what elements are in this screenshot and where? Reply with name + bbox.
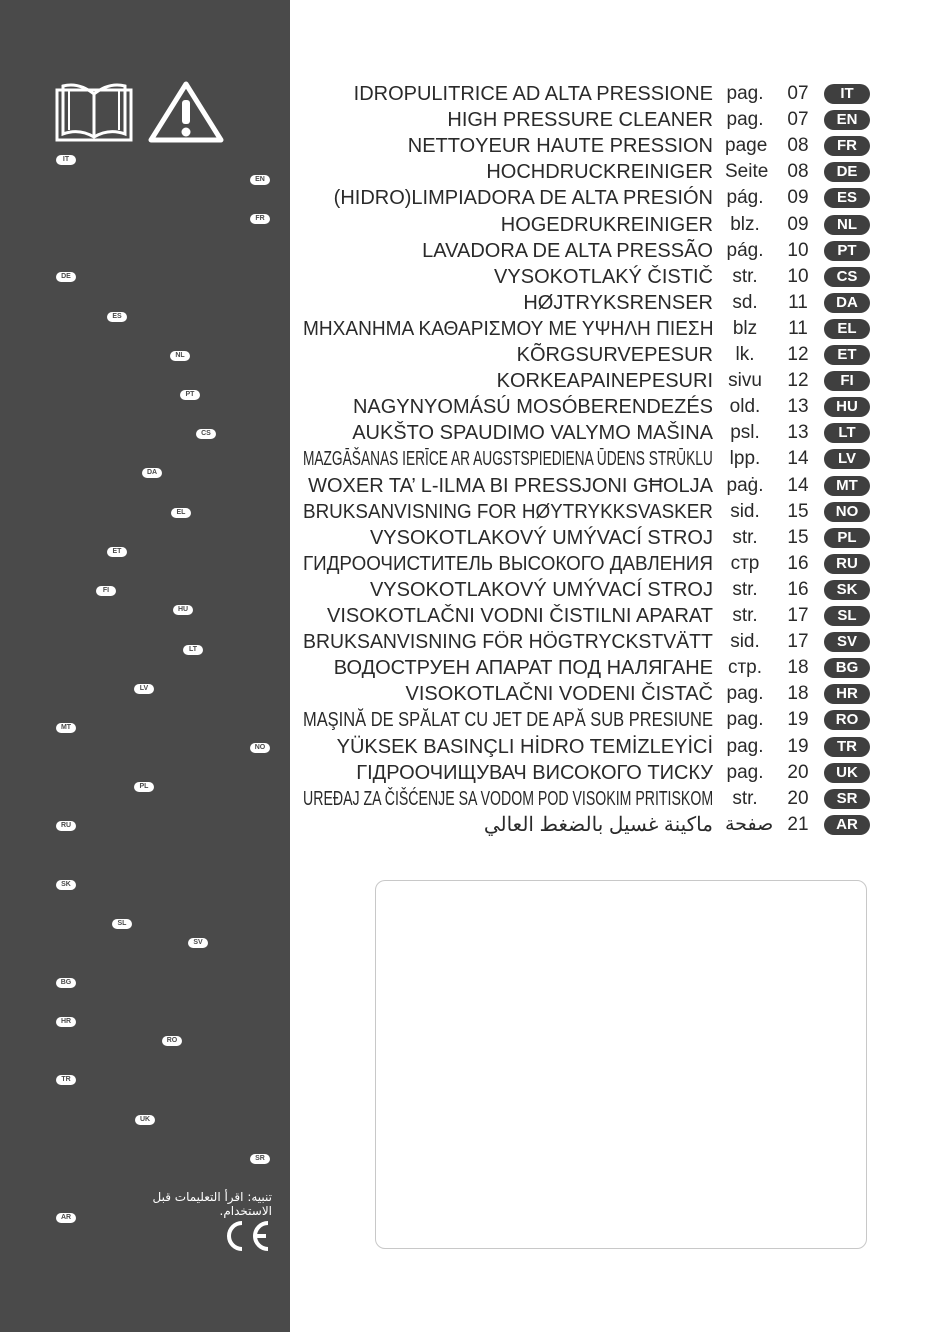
index-title: HØJTRYKSRENSER <box>523 291 713 314</box>
index-title: HIGH PRESSURE CLEANER <box>447 109 713 132</box>
index-page-label: pag. <box>726 761 764 783</box>
index-page-label: стр <box>730 552 760 574</box>
sidebar-badge-ar: AR <box>56 1213 76 1223</box>
book-icon <box>55 82 133 142</box>
sidebar-badge-mt: MT <box>56 723 76 733</box>
index-page-number: 09 <box>787 187 809 209</box>
index-title: ВОДОСТРУЕН АПАРАТ ПОД НАЛЯГАНЕ <box>333 657 713 680</box>
index-language-badge: PT <box>824 241 870 261</box>
index-language-badge: EL <box>824 319 870 339</box>
sidebar-badge-es: ES <box>107 312 127 322</box>
index-page-number: 18 <box>787 683 809 705</box>
index-page-label: str. <box>732 605 758 626</box>
index-page-number: 12 <box>787 344 809 365</box>
index-language-badge: EN <box>824 110 870 130</box>
index-title: LAVADORA DE ALTA PRESSÃO <box>422 239 713 262</box>
index-row-uk <box>300 760 880 786</box>
index-row-sl <box>300 603 880 629</box>
index-row-tr <box>300 734 880 760</box>
index-page-number: 17 <box>787 631 809 653</box>
index-title: NETTOYEUR HAUTE PRESSION <box>407 135 713 158</box>
sidebar-badge-de: DE <box>56 272 76 282</box>
index-language-badge: MT <box>824 476 870 496</box>
sidebar-badge-no: NO <box>250 743 270 753</box>
index-title: MAŞINĂ DE SPĂLAT CU JET DE APĂ SUB PRESIUNE <box>303 709 713 732</box>
index-title: ГИДРООЧИСТИТЕЛЬ ВЫСОКОГО ДАВЛЕНИЯ <box>303 552 713 575</box>
index-page-number: 19 <box>787 709 809 731</box>
index-page-label: lpp. <box>729 448 761 470</box>
index-language-badge: ET <box>824 345 870 365</box>
sidebar-badge-bg: BG <box>56 978 76 988</box>
index-title: ΜΗΧΑΝΗΜΑ ΚΑΘΑΡΙΣΜΟΥ ΜΕ ΥΨΗΛΗ ΠΙΕΣΗ <box>302 317 713 340</box>
index-title: BRUKSANVISNING FOR HØYTRYKKSVASKER <box>303 500 713 523</box>
index-language-badge: FI <box>824 371 870 391</box>
index-page-number: 20 <box>787 761 809 783</box>
index-title: VISOKOTLAČNI VODNI ČISTILNI APARAT <box>326 605 713 627</box>
index-row-fi <box>300 368 880 394</box>
index-language-badge: ES <box>824 188 870 208</box>
sidebar-badge-nl: NL <box>170 351 190 361</box>
ce-mark-icon <box>222 1218 272 1254</box>
index-row-lt <box>300 420 880 446</box>
index-title: VYSOKOTLAKOVÝ UMÝVACÍ STROJ <box>369 578 713 601</box>
index-row-ar <box>300 812 880 838</box>
index-page-label: pág. <box>726 187 764 209</box>
index-page-label: pag. <box>726 109 764 131</box>
index-title: VISOKOTLAČNI VODENI ČISTAČ <box>405 683 713 706</box>
index-row-cs <box>300 264 880 290</box>
sidebar-badge-it: IT <box>56 155 76 165</box>
index-language-badge: UK <box>824 763 870 783</box>
index-page-number: 14 <box>787 448 809 470</box>
index-page-number: 15 <box>787 500 809 522</box>
index-page-label: str. <box>732 265 758 287</box>
index-page-label: Seite <box>725 161 769 183</box>
index-title: VYSOKOTLAKOVÝ UMÝVACÍ STROJ <box>369 526 713 549</box>
index-language-badge: TR <box>824 737 870 757</box>
index-page-label: lk. <box>735 344 755 365</box>
warning-triangle-icon <box>148 80 224 144</box>
index-language-badge: DE <box>824 162 870 182</box>
sidebar-badge-ru: RU <box>56 821 76 831</box>
index-row-mt <box>300 473 880 499</box>
sidebar-badge-sk: SK <box>56 880 76 890</box>
index-row-sk <box>300 577 880 603</box>
index-page-label: pág. <box>726 239 764 261</box>
index-page-number: 09 <box>787 213 809 235</box>
sidebar-badge-hr: HR <box>56 1017 76 1027</box>
index-page-label: sd. <box>732 291 758 313</box>
index-page-number: 12 <box>787 370 809 392</box>
index-page-number: 21 <box>787 813 809 835</box>
index-title: IDROPULITRICE AD ALTA PRESSIONE <box>353 83 713 105</box>
index-language-badge: SK <box>824 580 870 600</box>
index-title: NAGYNYOMÁSÚ MOSÓBERENDEZÉS <box>352 396 713 419</box>
blank-label-area <box>375 880 867 1249</box>
index-title: KÕRGSURVEPESUR <box>516 344 713 366</box>
index-title: (HIDRO)LIMPIADORA DE ALTA PRESIÓN <box>333 187 713 210</box>
index-row-bg <box>300 655 880 681</box>
index-title: ماكينة غسيل بالضغط العالي <box>483 813 713 836</box>
index-page-label: стр. <box>727 657 763 679</box>
index-page-number: 10 <box>787 265 809 287</box>
index-language-badge: AR <box>824 815 870 835</box>
index-row-sr <box>300 786 880 812</box>
sidebar-badge-lt: LT <box>183 645 203 655</box>
sidebar-badge-pl: PL <box>134 782 154 792</box>
sidebar-badge-sv: SV <box>188 938 208 948</box>
index-language-badge: BG <box>824 658 870 678</box>
index-page-number: 07 <box>787 109 809 131</box>
index-language-badge: SL <box>824 606 870 626</box>
index-title: HOCHDRUCKREINIGER <box>486 161 713 184</box>
index-language-badge: SV <box>824 632 870 652</box>
index-page-label: blz <box>732 317 758 339</box>
index-page-label: page <box>725 135 768 157</box>
index-language-badge: PL <box>824 528 870 548</box>
index-row-it <box>300 81 880 107</box>
index-title: VYSOKOTLAKÝ ČISTIČ <box>494 265 713 288</box>
index-title: HOGEDRUKREINIGER <box>500 213 713 236</box>
index-language-badge: LV <box>824 449 870 469</box>
index-page-number: 18 <box>787 657 809 679</box>
index-row-el <box>300 316 880 342</box>
index-page-number: 13 <box>787 422 809 444</box>
index-page-number: 08 <box>787 135 809 157</box>
index-language-badge: DA <box>824 293 870 313</box>
index-page-label: pag. <box>726 83 764 104</box>
index-page-number: 11 <box>788 317 808 339</box>
index-page-number: 07 <box>787 83 809 104</box>
sidebar-badge-tr: TR <box>56 1075 76 1085</box>
index-page-label: sid. <box>730 500 760 522</box>
index-title: MAZGĀŠANAS IERĪCE AR AUGSTSPIEDIENA ŪDENS STRŪKLU <box>303 448 713 471</box>
index-page-label: pag. <box>726 709 764 731</box>
index-language-badge: SR <box>824 789 870 809</box>
index-title: ГІДРООЧИЩУВАЧ ВИСОКОГО ТИСКУ <box>356 761 713 784</box>
index-row-de <box>300 159 880 185</box>
sidebar-badge-lv: LV <box>134 684 154 694</box>
sidebar-badge-et: ET <box>107 547 127 557</box>
sidebar-badge-uk: UK <box>135 1115 155 1125</box>
index-language-badge: NL <box>824 215 870 235</box>
sidebar-badge-pt: PT <box>180 390 200 400</box>
index-row-es <box>300 185 880 211</box>
index-page-label: str. <box>732 526 758 548</box>
index-language-badge: IT <box>824 84 870 104</box>
index-row-pt <box>300 238 880 264</box>
index-page-label: str. <box>732 787 758 809</box>
index-row-hr <box>300 681 880 707</box>
index-language-badge: HR <box>824 684 870 704</box>
index-page-number: 16 <box>787 552 809 574</box>
index-language-badge: FR <box>824 136 870 156</box>
sidebar-badge-en: EN <box>250 175 270 185</box>
index-title: AUKŠTO SPAUDIMO VALYMO MAŠINA <box>352 422 713 445</box>
index-row-nl <box>300 212 880 238</box>
index-page-number: 13 <box>787 396 809 418</box>
index-page-number: 20 <box>787 787 809 809</box>
index-language-badge: NO <box>824 502 870 522</box>
index-row-fr <box>300 133 880 159</box>
index-page-label: str. <box>732 578 758 600</box>
index-row-en <box>300 107 880 133</box>
index-title: BRUKSANVISNING FÖR HÖGTRYCKSTVÄTT <box>303 631 713 654</box>
index-row-hu <box>300 394 880 420</box>
index-page-label: صفحة <box>725 813 774 835</box>
index-row-sv <box>300 629 880 655</box>
index-page-number: 17 <box>787 605 809 626</box>
index-page-label: blz. <box>730 213 760 235</box>
sidebar-badge-fi: FI <box>96 586 116 596</box>
index-page-label: old. <box>729 396 761 418</box>
index-row-da <box>300 290 880 316</box>
index-page-label: sid. <box>730 631 760 653</box>
index-row-pl <box>300 525 880 551</box>
index-language-badge: RU <box>824 554 870 574</box>
index-row-et <box>300 342 880 368</box>
index-row-ro <box>300 707 880 733</box>
index-language-badge: HU <box>824 397 870 417</box>
index-language-badge: RO <box>824 710 870 730</box>
index-page-number: 11 <box>788 291 808 313</box>
sidebar-badge-cs: CS <box>196 429 216 439</box>
index-page-number: 16 <box>787 578 809 600</box>
sidebar-badge-el: EL <box>171 508 191 518</box>
sidebar-badge-da: DA <box>142 468 162 478</box>
index-title: WOXER TA’ L-ILMA BI PRESSJONI GĦOLJA <box>308 474 713 497</box>
index-title: UREĐAJ ZA ČIŠĆENJE SA VODOM POD VISOKIM PRITISKOM <box>302 787 713 810</box>
index-title: YÜKSEK BASINÇLI HİDRO TEMİZLEYİCİ <box>336 735 713 758</box>
index-page-label: psl. <box>730 422 760 444</box>
index-language-badge: CS <box>824 267 870 287</box>
index-language-badge: LT <box>824 423 870 443</box>
sidebar-panel <box>0 0 290 1332</box>
arabic-warning-text: تنبيه: اقرأ التعليمات قبل الاستخدام. <box>152 1190 272 1218</box>
sidebar-badge-sr: SR <box>250 1154 270 1164</box>
index-page-label: sivu <box>728 370 762 392</box>
index-page-number: 08 <box>787 161 809 183</box>
sidebar-badge-sl: SL <box>112 919 132 929</box>
index-page-number: 14 <box>787 474 809 496</box>
index-page-number: 19 <box>787 735 809 757</box>
sidebar-badge-ro: RO <box>162 1036 182 1046</box>
index-page-number: 10 <box>787 239 809 261</box>
index-title: KORKEAPAINEPESURI <box>496 370 713 393</box>
sidebar-badge-fr: FR <box>250 214 270 224</box>
sidebar-badge-hu: HU <box>173 605 193 615</box>
index-row-lv <box>300 446 880 472</box>
index-page-label: pag. <box>726 735 764 757</box>
index-page-number: 15 <box>787 526 809 548</box>
index-row-no <box>300 499 880 525</box>
index-page-label: pag. <box>726 683 764 705</box>
index-row-ru <box>300 551 880 577</box>
index-page-label: paġ. <box>726 474 764 496</box>
